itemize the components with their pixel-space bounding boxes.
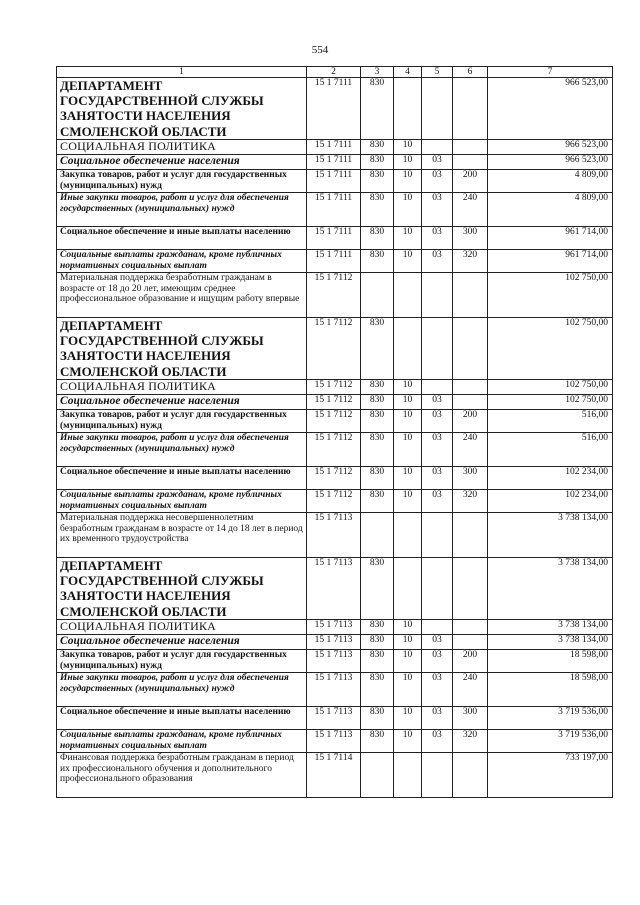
row-target-code: 15 1 7111 bbox=[307, 193, 361, 227]
row-ministry-code: 830 bbox=[361, 170, 394, 193]
row-subsection-code: 03 bbox=[422, 467, 453, 490]
row-amount: 102 750,00 bbox=[488, 318, 613, 380]
row-subsection-code: 03 bbox=[422, 635, 453, 650]
header-cell: 3 bbox=[361, 67, 394, 78]
page-number: 554 bbox=[311, 44, 329, 56]
row-target-code: 15 1 7113 bbox=[307, 673, 361, 707]
row-section-code: 10 bbox=[394, 410, 422, 433]
row-target-code: 15 1 7112 bbox=[307, 273, 361, 318]
row-ministry-code: 830 bbox=[361, 140, 394, 155]
row-section-code: 10 bbox=[394, 170, 422, 193]
row-subsection-code: 03 bbox=[422, 395, 453, 410]
row-subsection-code: 03 bbox=[422, 650, 453, 673]
row-section-code: 10 bbox=[394, 707, 422, 730]
table-row bbox=[57, 250, 613, 273]
row-ministry-code: 830 bbox=[361, 395, 394, 410]
row-ministry-code: 830 bbox=[361, 78, 394, 140]
row-target-code: 15 1 7113 bbox=[307, 620, 361, 635]
row-amount: 4 809,00 bbox=[488, 193, 613, 227]
row-name: СОЦИАЛЬНАЯ ПОЛИТИКА bbox=[57, 620, 307, 635]
row-name: ДЕПАРТАМЕНТ ГОСУДАРСТВЕННОЙ СЛУЖБЫ ЗАНЯТОСТИ НАСЕЛЕНИЯ СМОЛЕНСКОЙ ОБЛАСТИ bbox=[57, 318, 307, 380]
row-subsection-code bbox=[422, 380, 453, 395]
table-row bbox=[57, 395, 613, 410]
row-name: Социальное обеспечение населения bbox=[57, 395, 307, 410]
row-ministry-code: 830 bbox=[361, 707, 394, 730]
row-expense-type: 200 bbox=[453, 650, 488, 673]
row-subsection-code: 03 bbox=[422, 170, 453, 193]
row-ministry-code: 830 bbox=[361, 155, 394, 170]
row-amount: 18 598,00 bbox=[488, 650, 613, 673]
table-row bbox=[57, 513, 613, 558]
table-row bbox=[57, 78, 613, 140]
row-target-code: 15 1 7113 bbox=[307, 558, 361, 620]
row-name: СОЦИАЛЬНАЯ ПОЛИТИКА bbox=[57, 380, 307, 395]
row-target-code: 15 1 7111 bbox=[307, 227, 361, 250]
row-section-code bbox=[394, 753, 422, 798]
row-expense-type bbox=[453, 753, 488, 798]
row-subsection-code: 03 bbox=[422, 730, 453, 753]
row-ministry-code: 830 bbox=[361, 635, 394, 650]
row-name: Социальное обеспечение и иные выплаты населению bbox=[57, 227, 307, 250]
table-row bbox=[57, 490, 613, 513]
row-name: Закупка товаров, работ и услуг для государственных (муниципальных) нужд bbox=[57, 650, 307, 673]
row-ministry-code: 830 bbox=[361, 193, 394, 227]
row-ministry-code: 830 bbox=[361, 433, 394, 467]
row-ministry-code: 830 bbox=[361, 380, 394, 395]
row-amount: 102 750,00 bbox=[488, 380, 613, 395]
row-target-code: 15 1 7113 bbox=[307, 650, 361, 673]
row-ministry-code: 830 bbox=[361, 467, 394, 490]
row-target-code: 15 1 7112 bbox=[307, 467, 361, 490]
row-section-code: 10 bbox=[394, 620, 422, 635]
row-name: Социальное обеспечение населения bbox=[57, 155, 307, 170]
row-subsection-code: 03 bbox=[422, 410, 453, 433]
row-subsection-code bbox=[422, 78, 453, 140]
row-expense-type bbox=[453, 140, 488, 155]
row-amount: 516,00 bbox=[488, 433, 613, 467]
row-amount: 3 719 536,00 bbox=[488, 707, 613, 730]
row-expense-type bbox=[453, 620, 488, 635]
row-section-code: 10 bbox=[394, 635, 422, 650]
row-ministry-code: 830 bbox=[361, 558, 394, 620]
row-expense-type: 320 bbox=[453, 250, 488, 273]
row-section-code: 10 bbox=[394, 650, 422, 673]
table-row bbox=[57, 620, 613, 635]
row-ministry-code: 830 bbox=[361, 490, 394, 513]
row-subsection-code: 03 bbox=[422, 490, 453, 513]
row-amount: 3 738 134,00 bbox=[488, 513, 613, 558]
row-target-code: 15 1 7111 bbox=[307, 250, 361, 273]
row-subsection-code: 03 bbox=[422, 707, 453, 730]
row-name: Финансовая поддержка безработным гражданам в период их профессионального обучения и дополнительного профессионального образования bbox=[57, 753, 307, 798]
row-target-code: 15 1 7113 bbox=[307, 513, 361, 558]
row-amount: 966 523,00 bbox=[488, 140, 613, 155]
row-subsection-code: 03 bbox=[422, 155, 453, 170]
row-name: Социальное обеспечение населения bbox=[57, 635, 307, 650]
row-target-code: 15 1 7112 bbox=[307, 318, 361, 380]
row-amount: 3 738 134,00 bbox=[488, 558, 613, 620]
table-body bbox=[57, 78, 613, 798]
row-amount: 4 809,00 bbox=[488, 170, 613, 193]
header-row bbox=[57, 67, 613, 78]
row-subsection-code: 03 bbox=[422, 433, 453, 467]
row-expense-type bbox=[453, 558, 488, 620]
table-row bbox=[57, 635, 613, 650]
table-row bbox=[57, 650, 613, 673]
row-amount: 966 523,00 bbox=[488, 78, 613, 140]
row-expense-type: 200 bbox=[453, 410, 488, 433]
row-name: Иные закупки товаров, работ и услуг для обеспечения государственных (муниципальных) нужд bbox=[57, 433, 307, 467]
table-row bbox=[57, 707, 613, 730]
header-cell: 5 bbox=[422, 67, 453, 78]
row-ministry-code: 830 bbox=[361, 730, 394, 753]
row-section-code bbox=[394, 513, 422, 558]
row-subsection-code: 03 bbox=[422, 250, 453, 273]
row-section-code: 10 bbox=[394, 467, 422, 490]
table-row bbox=[57, 558, 613, 620]
row-section-code: 10 bbox=[394, 433, 422, 467]
header-cell: 2 bbox=[307, 67, 361, 78]
row-ministry-code bbox=[361, 513, 394, 558]
row-name: ДЕПАРТАМЕНТ ГОСУДАРСТВЕННОЙ СЛУЖБЫ ЗАНЯТОСТИ НАСЕЛЕНИЯ СМОЛЕНСКОЙ ОБЛАСТИ bbox=[57, 78, 307, 140]
row-expense-type: 320 bbox=[453, 730, 488, 753]
table-row bbox=[57, 140, 613, 155]
row-amount: 102 750,00 bbox=[488, 395, 613, 410]
row-expense-type bbox=[453, 318, 488, 380]
row-target-code: 15 1 7113 bbox=[307, 707, 361, 730]
row-ministry-code: 830 bbox=[361, 410, 394, 433]
row-ministry-code: 830 bbox=[361, 318, 394, 380]
table-row bbox=[57, 753, 613, 798]
row-section-code bbox=[394, 273, 422, 318]
row-section-code: 10 bbox=[394, 227, 422, 250]
row-subsection-code bbox=[422, 558, 453, 620]
row-expense-type bbox=[453, 78, 488, 140]
row-expense-type: 240 bbox=[453, 193, 488, 227]
row-expense-type bbox=[453, 635, 488, 650]
row-target-code: 15 1 7112 bbox=[307, 490, 361, 513]
row-amount: 3 738 134,00 bbox=[488, 620, 613, 635]
row-subsection-code bbox=[422, 620, 453, 635]
row-subsection-code bbox=[422, 318, 453, 380]
row-name: СОЦИАЛЬНАЯ ПОЛИТИКА bbox=[57, 140, 307, 155]
row-amount: 961 714,00 bbox=[488, 227, 613, 250]
row-amount: 102 234,00 bbox=[488, 490, 613, 513]
row-subsection-code bbox=[422, 513, 453, 558]
table-row bbox=[57, 193, 613, 227]
row-name: Социальные выплаты гражданам, кроме публичных нормативных социальных выплат bbox=[57, 730, 307, 753]
row-section-code bbox=[394, 558, 422, 620]
table-row bbox=[57, 318, 613, 380]
row-section-code: 10 bbox=[394, 730, 422, 753]
row-amount: 733 197,00 bbox=[488, 753, 613, 798]
table-row bbox=[57, 227, 613, 250]
row-target-code: 15 1 7111 bbox=[307, 140, 361, 155]
row-amount: 102 750,00 bbox=[488, 273, 613, 318]
table-row bbox=[57, 410, 613, 433]
row-expense-type: 240 bbox=[453, 673, 488, 707]
row-target-code: 15 1 7112 bbox=[307, 410, 361, 433]
row-section-code: 10 bbox=[394, 250, 422, 273]
row-ministry-code: 830 bbox=[361, 620, 394, 635]
row-section-code: 10 bbox=[394, 140, 422, 155]
row-target-code: 15 1 7113 bbox=[307, 635, 361, 650]
row-amount: 961 714,00 bbox=[488, 250, 613, 273]
row-ministry-code: 830 bbox=[361, 250, 394, 273]
row-name: Социальные выплаты гражданам, кроме публичных нормативных социальных выплат bbox=[57, 490, 307, 513]
row-section-code bbox=[394, 78, 422, 140]
table-row bbox=[57, 673, 613, 707]
row-subsection-code: 03 bbox=[422, 227, 453, 250]
row-ministry-code: 830 bbox=[361, 650, 394, 673]
table-row bbox=[57, 273, 613, 318]
row-target-code: 15 1 7114 bbox=[307, 753, 361, 798]
row-expense-type: 300 bbox=[453, 227, 488, 250]
row-section-code: 10 bbox=[394, 395, 422, 410]
row-name: ДЕПАРТАМЕНТ ГОСУДАРСТВЕННОЙ СЛУЖБЫ ЗАНЯТОСТИ НАСЕЛЕНИЯ СМОЛЕНСКОЙ ОБЛАСТИ bbox=[57, 558, 307, 620]
row-target-code: 15 1 7111 bbox=[307, 155, 361, 170]
row-section-code: 10 bbox=[394, 193, 422, 227]
row-amount: 3 738 134,00 bbox=[488, 635, 613, 650]
table-row bbox=[57, 155, 613, 170]
row-amount: 516,00 bbox=[488, 410, 613, 433]
row-ministry-code: 830 bbox=[361, 227, 394, 250]
row-name: Социальные выплаты гражданам, кроме публичных нормативных социальных выплат bbox=[57, 250, 307, 273]
row-amount: 102 234,00 bbox=[488, 467, 613, 490]
row-expense-type bbox=[453, 273, 488, 318]
row-name: Социальное обеспечение и иные выплаты населению bbox=[57, 707, 307, 730]
table-row bbox=[57, 433, 613, 467]
table-row bbox=[57, 170, 613, 193]
row-section-code: 10 bbox=[394, 490, 422, 513]
row-expense-type: 300 bbox=[453, 707, 488, 730]
table-row bbox=[57, 730, 613, 753]
row-expense-type bbox=[453, 395, 488, 410]
row-target-code: 15 1 7112 bbox=[307, 433, 361, 467]
header-cell: 7 bbox=[488, 67, 613, 78]
budget-table bbox=[56, 66, 613, 798]
header-cell: 4 bbox=[394, 67, 422, 78]
row-name: Материальная поддержка безработным гражданам в возрасте от 18 до 20 лет, имеющим среднее профессиональное образование и ищущим работу впервые bbox=[57, 273, 307, 318]
row-target-code: 15 1 7112 bbox=[307, 395, 361, 410]
row-expense-type: 300 bbox=[453, 467, 488, 490]
row-target-code: 15 1 7111 bbox=[307, 78, 361, 140]
header-cell: 1 bbox=[57, 67, 307, 78]
row-section-code: 10 bbox=[394, 673, 422, 707]
row-amount: 966 523,00 bbox=[488, 155, 613, 170]
row-name: Материальная поддержка несовершеннолетним безработным гражданам в возрасте от 14 до 18 лет в период их временного трудоустройства bbox=[57, 513, 307, 558]
row-name: Социальное обеспечение и иные выплаты населению bbox=[57, 467, 307, 490]
row-target-code: 15 1 7112 bbox=[307, 380, 361, 395]
row-subsection-code: 03 bbox=[422, 673, 453, 707]
row-expense-type: 200 bbox=[453, 170, 488, 193]
row-amount: 3 719 536,00 bbox=[488, 730, 613, 753]
row-expense-type: 240 bbox=[453, 433, 488, 467]
row-target-code: 15 1 7113 bbox=[307, 730, 361, 753]
table-row bbox=[57, 380, 613, 395]
row-section-code bbox=[394, 318, 422, 380]
row-target-code: 15 1 7111 bbox=[307, 170, 361, 193]
table-row bbox=[57, 467, 613, 490]
row-subsection-code bbox=[422, 273, 453, 318]
row-section-code: 10 bbox=[394, 155, 422, 170]
row-expense-type bbox=[453, 513, 488, 558]
row-subsection-code bbox=[422, 753, 453, 798]
row-name: Закупка товаров, работ и услуг для государственных (муниципальных) нужд bbox=[57, 410, 307, 433]
row-expense-type: 320 bbox=[453, 490, 488, 513]
header-cell: 6 bbox=[453, 67, 488, 78]
row-amount: 18 598,00 bbox=[488, 673, 613, 707]
row-ministry-code: 830 bbox=[361, 673, 394, 707]
row-ministry-code bbox=[361, 273, 394, 318]
row-expense-type bbox=[453, 380, 488, 395]
row-expense-type bbox=[453, 155, 488, 170]
row-name: Иные закупки товаров, работ и услуг для обеспечения государственных (муниципальных) нужд bbox=[57, 673, 307, 707]
row-name: Иные закупки товаров, работ и услуг для обеспечения государственных (муниципальных) нужд bbox=[57, 193, 307, 227]
row-name: Закупка товаров, работ и услуг для государственных (муниципальных) нужд bbox=[57, 170, 307, 193]
row-ministry-code bbox=[361, 753, 394, 798]
row-section-code: 10 bbox=[394, 380, 422, 395]
row-subsection-code bbox=[422, 140, 453, 155]
row-subsection-code: 03 bbox=[422, 193, 453, 227]
